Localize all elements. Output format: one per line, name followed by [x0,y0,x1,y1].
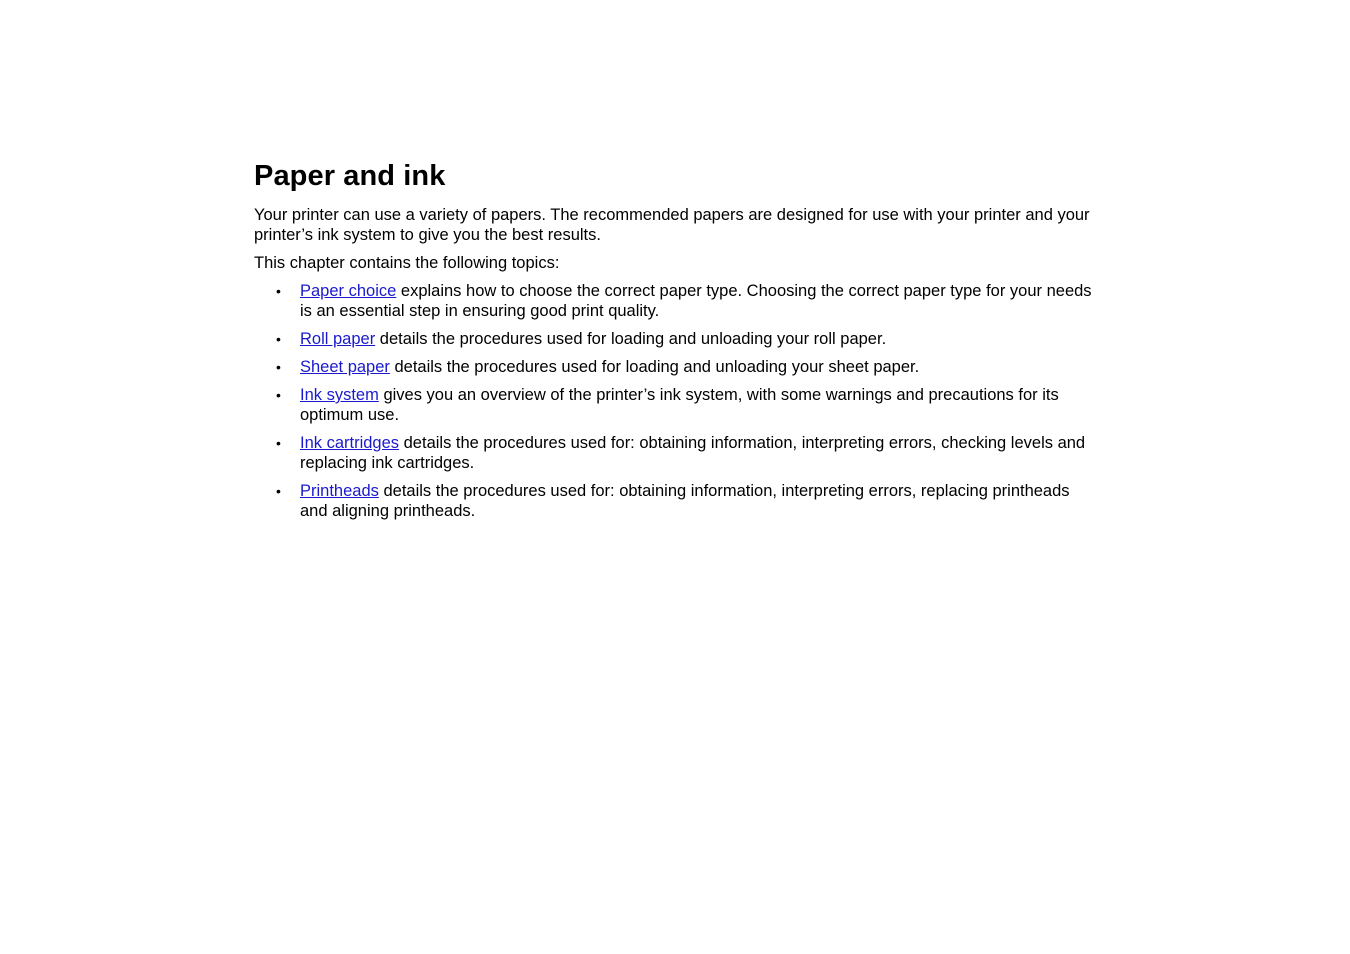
link-printheads[interactable]: Printheads [300,482,379,500]
list-item [254,357,1099,377]
list-item [254,481,1099,521]
page-title: Paper and ink [254,160,446,192]
list-item-text: gives you an overview of the printer’s ink system, with some warnings and precautions for its optimum use. [300,386,1059,424]
bullet-icon: • [276,359,281,375]
bullet-icon: • [276,483,281,499]
list-item [254,385,1099,425]
list-item-text: details the procedures used for: obtaining information, interpreting errors, checking levels and replacing ink cartridges. [300,434,1086,472]
link-ink-cartridges[interactable]: Ink cartridges [300,434,400,452]
list-item-text: details the procedures used for: obtaining information, interpreting errors, replacing printheads and aligning printheads. [300,482,1070,520]
list-item-text: details the procedures used for loading and unloading your roll paper. [375,330,887,348]
topics-lead: This chapter contains the following topics: [254,254,560,272]
link-ink-system[interactable]: Ink system [300,386,379,404]
link-paper-choice[interactable]: Paper choice [300,282,397,300]
intro-paragraph: Your printer can use a variety of papers. The recommended papers are designed for use with your printer and your printer’s ink system to give you the best results. [254,206,1090,244]
list-item-text: details the procedures used for loading and unloading your sheet paper. [389,358,920,376]
bullet-icon: • [276,331,281,347]
link-sheet-paper[interactable]: Sheet paper [300,358,390,376]
document-page [254,158,1099,529]
list-item [254,329,1099,349]
bullet-icon: • [276,283,281,299]
list-item-text: explains how to choose the correct paper type. Choosing the correct paper type for your needs is an essential step in ensuring good print quality. [300,282,1092,320]
topics-list [254,281,1099,521]
list-item [254,433,1099,473]
bullet-icon: • [276,387,281,403]
link-roll-paper[interactable]: Roll paper [300,330,376,348]
list-item [254,281,1099,321]
bullet-icon: • [276,435,281,451]
